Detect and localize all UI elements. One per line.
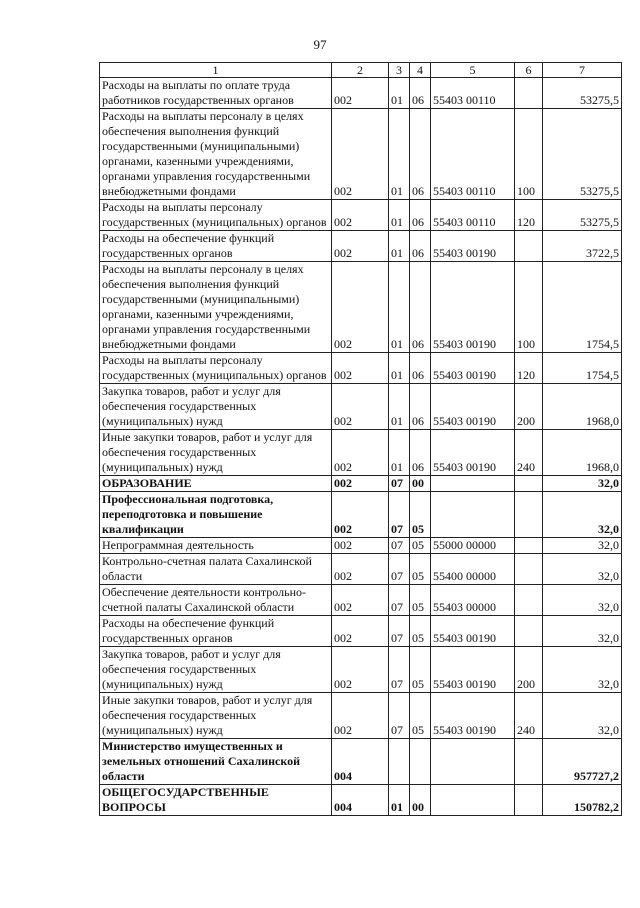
row-expense-type-code: 240 [515, 693, 543, 739]
row-section-code: 01 [389, 262, 410, 353]
row-subsection-code: 05 [410, 492, 431, 538]
row-section-code: 07 [389, 538, 410, 554]
row-name-cell: ОБРАЗОВАНИЕ [100, 476, 332, 492]
row-amount: 32,0 [543, 647, 622, 693]
row-amount: 32,0 [543, 693, 622, 739]
row-name-cell: Обеспечение деятельности контрольно-счетной палаты Сахалинской области [100, 585, 332, 616]
row-ministry-code: 002 [332, 647, 389, 693]
row-name-cell: Министерство имущественных и земельных отношений Сахалинской области [100, 739, 332, 785]
row-ministry-code: 002 [332, 384, 389, 430]
row-amount: 150782,2 [543, 785, 622, 816]
row-amount: 32,0 [543, 492, 622, 538]
row-name-cell: Расходы на обеспечение функций государственных органов [100, 231, 332, 262]
row-subsection-code: 06 [410, 109, 431, 200]
row-target-article-code [431, 476, 515, 492]
row-ministry-code: 002 [332, 616, 389, 647]
row-subsection-code: 06 [410, 384, 431, 430]
row-name-cell: Контрольно-счетная палата Сахалинской области [100, 554, 332, 585]
row-ministry-code: 002 [332, 78, 389, 109]
table-row [100, 476, 622, 492]
header-cell-3: 3 [389, 63, 410, 78]
row-ministry-code: 002 [332, 476, 389, 492]
table-row [100, 262, 622, 353]
row-section-code: 01 [389, 109, 410, 200]
row-section-code: 01 [389, 384, 410, 430]
row-expense-type-code [515, 554, 543, 585]
row-subsection-code: 05 [410, 647, 431, 693]
row-amount: 32,0 [543, 554, 622, 585]
row-ministry-code: 004 [332, 785, 389, 816]
row-section-code: 07 [389, 492, 410, 538]
table-row [100, 384, 622, 430]
row-expense-type-code: 100 [515, 109, 543, 200]
row-target-article-code: 55403 00110 [431, 200, 515, 231]
page-number: 97 [313, 37, 327, 52]
row-target-article-code: 55403 00190 [431, 384, 515, 430]
row-expense-type-code: 120 [515, 200, 543, 231]
row-subsection-code: 06 [410, 430, 431, 476]
row-section-code: 07 [389, 476, 410, 492]
row-target-article-code: 55403 00110 [431, 109, 515, 200]
row-expense-type-code: 240 [515, 430, 543, 476]
row-subsection-code: 06 [410, 262, 431, 353]
row-expense-type-code [515, 739, 543, 785]
header-cell-5: 5 [431, 63, 515, 78]
row-expense-type-code [515, 585, 543, 616]
row-name-cell: Закупка товаров, работ и услуг для обеспечения государственных (муниципальных) нужд [100, 647, 332, 693]
row-expense-type-code [515, 785, 543, 816]
row-section-code: 07 [389, 693, 410, 739]
row-target-article-code: 55403 00000 [431, 585, 515, 616]
row-subsection-code: 06 [410, 78, 431, 109]
row-subsection-code: 06 [410, 231, 431, 262]
table-row [100, 200, 622, 231]
row-ministry-code: 002 [332, 585, 389, 616]
row-ministry-code: 002 [332, 109, 389, 200]
row-amount: 1968,0 [543, 430, 622, 476]
row-amount: 957727,2 [543, 739, 622, 785]
row-ministry-code: 002 [332, 353, 389, 384]
row-ministry-code: 002 [332, 492, 389, 538]
row-name-cell: Иные закупки товаров, работ и услуг для обеспечения государственных (муниципальных) нужд [100, 430, 332, 476]
row-subsection-code: 00 [410, 476, 431, 492]
row-amount: 1968,0 [543, 384, 622, 430]
row-name-cell: Расходы на выплаты персоналу в целях обеспечения выполнения функций государственными (муниципальными) органами, казенными учреждениями, органами управления государственными внебюджетными фондами [100, 109, 332, 200]
row-target-article-code [431, 492, 515, 538]
row-amount: 53275,5 [543, 200, 622, 231]
row-name-cell: ОБЩЕГОСУДАРСТВЕННЫЕ ВОПРОСЫ [100, 785, 332, 816]
table-row [100, 353, 622, 384]
row-subsection-code: 05 [410, 585, 431, 616]
row-section-code: 01 [389, 200, 410, 231]
row-target-article-code: 55403 00190 [431, 231, 515, 262]
row-expense-type-code: 120 [515, 353, 543, 384]
row-section-code: 01 [389, 430, 410, 476]
table-header-row [100, 63, 622, 78]
row-section-code: 07 [389, 554, 410, 585]
header-cell-4: 4 [410, 63, 431, 78]
table-row [100, 231, 622, 262]
row-expense-type-code [515, 616, 543, 647]
row-expense-type-code: 200 [515, 647, 543, 693]
row-section-code: 01 [389, 785, 410, 816]
row-target-article-code: 55403 00190 [431, 262, 515, 353]
row-section-code: 01 [389, 78, 410, 109]
row-amount: 53275,5 [543, 109, 622, 200]
row-name-cell: Иные закупки товаров, работ и услуг для обеспечения государственных (муниципальных) нужд [100, 693, 332, 739]
row-subsection-code: 05 [410, 693, 431, 739]
row-amount: 32,0 [543, 585, 622, 616]
table-row [100, 538, 622, 554]
row-section-code: 01 [389, 353, 410, 384]
row-target-article-code [431, 785, 515, 816]
row-ministry-code: 002 [332, 554, 389, 585]
table-row [100, 693, 622, 739]
table-row [100, 785, 622, 816]
row-expense-type-code [515, 78, 543, 109]
row-target-article-code: 55403 00190 [431, 693, 515, 739]
row-name-cell: Закупка товаров, работ и услуг для обеспечения государственных (муниципальных) нужд [100, 384, 332, 430]
row-section-code [389, 739, 410, 785]
row-name-cell: Расходы на обеспечение функций государственных органов [100, 616, 332, 647]
row-amount: 1754,5 [543, 262, 622, 353]
header-cell-6: 6 [515, 63, 543, 78]
row-amount: 32,0 [543, 616, 622, 647]
row-ministry-code: 002 [332, 693, 389, 739]
table-row [100, 78, 622, 109]
row-amount: 1754,5 [543, 353, 622, 384]
row-expense-type-code [515, 231, 543, 262]
row-target-article-code: 55403 00110 [431, 78, 515, 109]
row-target-article-code: 55403 00190 [431, 647, 515, 693]
header-cell-1: 1 [100, 63, 332, 78]
row-subsection-code [410, 739, 431, 785]
row-target-article-code: 55403 00190 [431, 353, 515, 384]
table-row [100, 430, 622, 476]
table-row [100, 492, 622, 538]
row-name-cell: Расходы на выплаты персоналу государственных (муниципальных) органов [100, 353, 332, 384]
row-name-cell: Непрограммная деятельность [100, 538, 332, 554]
row-target-article-code [431, 739, 515, 785]
row-amount: 32,0 [543, 476, 622, 492]
row-amount: 3722,5 [543, 231, 622, 262]
row-subsection-code: 00 [410, 785, 431, 816]
row-expense-type-code [515, 538, 543, 554]
row-target-article-code: 55000 00000 [431, 538, 515, 554]
row-amount: 32,0 [543, 538, 622, 554]
table-row [100, 739, 622, 785]
header-cell-2: 2 [332, 63, 389, 78]
table-row [100, 109, 622, 200]
table-row [100, 554, 622, 585]
row-name-cell: Расходы на выплаты персоналу в целях обеспечения выполнения функций государственными (муниципальными) органами, казенными учреждениями, органами управления государственными внебюджетными фондами [100, 262, 332, 353]
row-amount: 53275,5 [543, 78, 622, 109]
row-name-cell: Профессиональная подготовка, переподготовка и повышение квалификации [100, 492, 332, 538]
budget-table [99, 62, 622, 816]
row-expense-type-code [515, 476, 543, 492]
row-section-code: 07 [389, 647, 410, 693]
row-name-cell: Расходы на выплаты по оплате труда работников государственных органов [100, 78, 332, 109]
row-ministry-code: 002 [332, 430, 389, 476]
row-ministry-code: 002 [332, 200, 389, 231]
table-row [100, 585, 622, 616]
row-subsection-code: 05 [410, 616, 431, 647]
table-row [100, 647, 622, 693]
row-target-article-code: 55403 00190 [431, 430, 515, 476]
row-subsection-code: 05 [410, 554, 431, 585]
row-expense-type-code [515, 492, 543, 538]
row-subsection-code: 06 [410, 353, 431, 384]
row-subsection-code: 06 [410, 200, 431, 231]
row-section-code: 07 [389, 585, 410, 616]
row-name-cell: Расходы на выплаты персоналу государственных (муниципальных) органов [100, 200, 332, 231]
row-target-article-code: 55400 00000 [431, 554, 515, 585]
header-cell-7: 7 [543, 63, 622, 78]
row-section-code: 07 [389, 616, 410, 647]
row-section-code: 01 [389, 231, 410, 262]
table-row [100, 616, 622, 647]
row-expense-type-code: 100 [515, 262, 543, 353]
row-ministry-code: 004 [332, 739, 389, 785]
row-target-article-code: 55403 00190 [431, 616, 515, 647]
row-expense-type-code: 200 [515, 384, 543, 430]
row-subsection-code: 05 [410, 538, 431, 554]
row-ministry-code: 002 [332, 231, 389, 262]
row-ministry-code: 002 [332, 262, 389, 353]
row-ministry-code: 002 [332, 538, 389, 554]
